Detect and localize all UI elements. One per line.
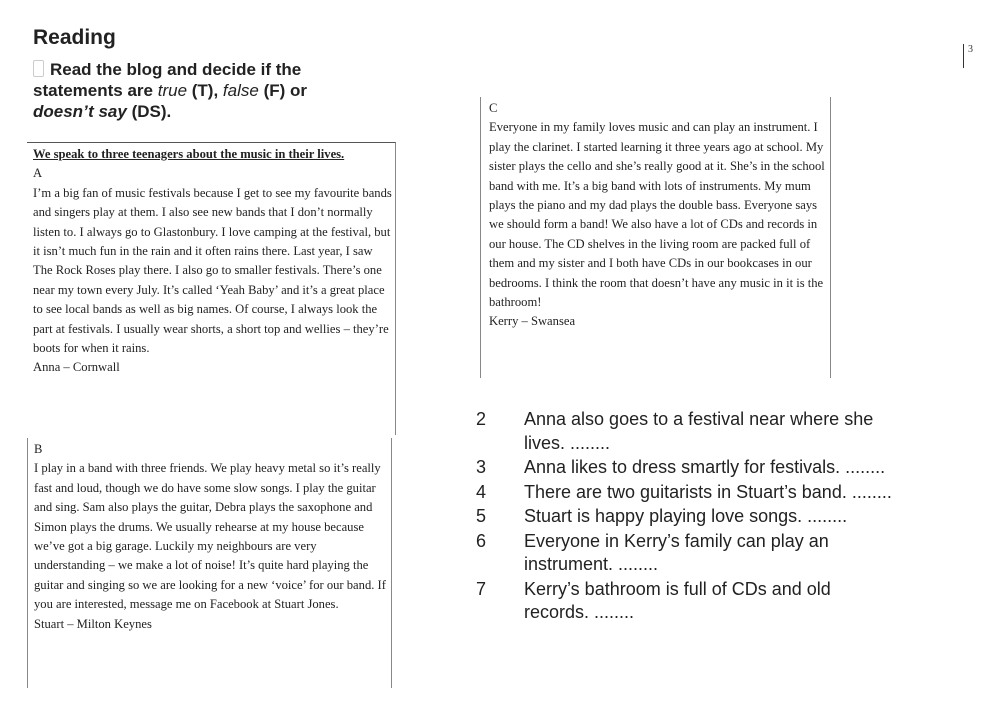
question-text: There are two guitarists in Stuart’s band. <box>524 481 852 502</box>
entry-author-b: Stuart – Milton Keynes <box>34 616 152 631</box>
instructions-part3: (F) or <box>258 81 307 100</box>
question-number: 4 <box>476 481 487 502</box>
question-4 <box>476 481 896 505</box>
entry-author-a: Anna – Cornwall <box>33 360 120 375</box>
question-text: Anna also goes to a festival near where she lives. <box>524 409 874 453</box>
question-number: 7 <box>476 578 487 599</box>
entry-letter-b: B <box>34 442 43 456</box>
instructions-false: false <box>222 81 259 100</box>
question-number: 3 <box>476 457 487 477</box>
blog-entry-b <box>27 438 392 688</box>
entry-author-c: Kerry – Swansea <box>489 314 576 329</box>
entry-letter-c: C <box>489 101 498 115</box>
instructions-part4: (DS). <box>126 102 172 121</box>
instructions <box>33 59 363 122</box>
instructions-ds: doesn’t say <box>33 102 127 121</box>
answer-blank[interactable]: ........ <box>851 481 892 502</box>
question-number: 6 <box>476 530 487 551</box>
answer-blank[interactable]: ........ <box>845 457 886 477</box>
question-2 <box>476 408 896 455</box>
answer-blank[interactable]: ........ <box>618 554 659 574</box>
entry-letter-a: A <box>33 166 43 181</box>
question-number: 2 <box>476 409 487 429</box>
blog-entry-c <box>480 97 831 378</box>
question-text: Anna likes to dress smartly for festivals. <box>524 457 846 477</box>
entry-text-b: I play in a band with three friends. We play heavy metal so it’s really fast and loud, though we do have some slow songs. I play the guitar and sing. Sam also plays the guitar, Debra plays the saxophone and Simon plays the drums. We usually rehearse at my house because we’ve got a big garage. Luckily my neighbours are very understanding – we make a lot of noise! It’s quite hard playing the guitar and singing so we are looking for a new ‘voice’ for our band. If you are interested, message me on Facebook at Stuart Jones. <box>34 461 386 612</box>
instructions-part1: Read the blog and decide if the statements are <box>33 60 302 100</box>
question-number: 5 <box>476 506 487 526</box>
question-list <box>476 408 896 626</box>
blog-entry-a <box>27 142 396 435</box>
section-heading: Reading <box>33 26 116 49</box>
entry-text-c: Everyone in my family loves music and can play an instrument. I play the clarinet. I started learning it three years ago at school. My sister plays the cello and she’s really good at it. She’s in the school band with me. It’s a big band with lots of instruments. My mum plays the piano and my dad plays the double bass. Everyone says we should form a band! We also have a lot of CDs and records in our house. The CD shelves in the living room are packed full of them and my sister and I both have CDs in our bookcases in our bedrooms. I think the room that doesn’t have any music in it is the bathroom! <box>489 120 825 310</box>
question-5 <box>476 505 896 529</box>
instructions-part2: (T), <box>187 81 223 100</box>
answer-blank[interactable]: ........ <box>570 432 611 453</box>
instructions-true: true <box>157 81 188 100</box>
checkbox-icon <box>33 60 44 77</box>
question-7 <box>476 578 896 625</box>
question-text: Kerry’s bathroom is full of CDs and old records. <box>524 578 831 622</box>
question-6 <box>476 530 896 577</box>
question-3 <box>476 456 896 480</box>
question-text: Everyone in Kerry’s family can play an instrument. <box>524 530 829 574</box>
answer-blank[interactable]: ........ <box>807 506 848 526</box>
question-text: Stuart is happy playing love songs. <box>524 506 808 526</box>
entry-text-a: I’m a big fan of music festivals because I get to see my favourite bands and singers play at them. I also see new bands that I don’t normally listen to. I always go to Glastonbury. I love camping at the festival, but it isn’t much fun in the rain and it often rains there. Last year, I saw The Rock Roses play there. I also go to smaller festivals. There’s one near my town every July. It’s called ‘Yeah Baby’ and it’s a great place to see local bands as well as big names. Of course, I always look the part at festivals. I usually wear shorts, a short top and wellies – they’re boots for when it rains. <box>33 185 392 356</box>
page-number: 3 <box>963 44 973 68</box>
answer-blank[interactable]: ........ <box>594 602 635 622</box>
blog-title: We speak to three teenagers about the music in their lives. <box>33 147 345 161</box>
